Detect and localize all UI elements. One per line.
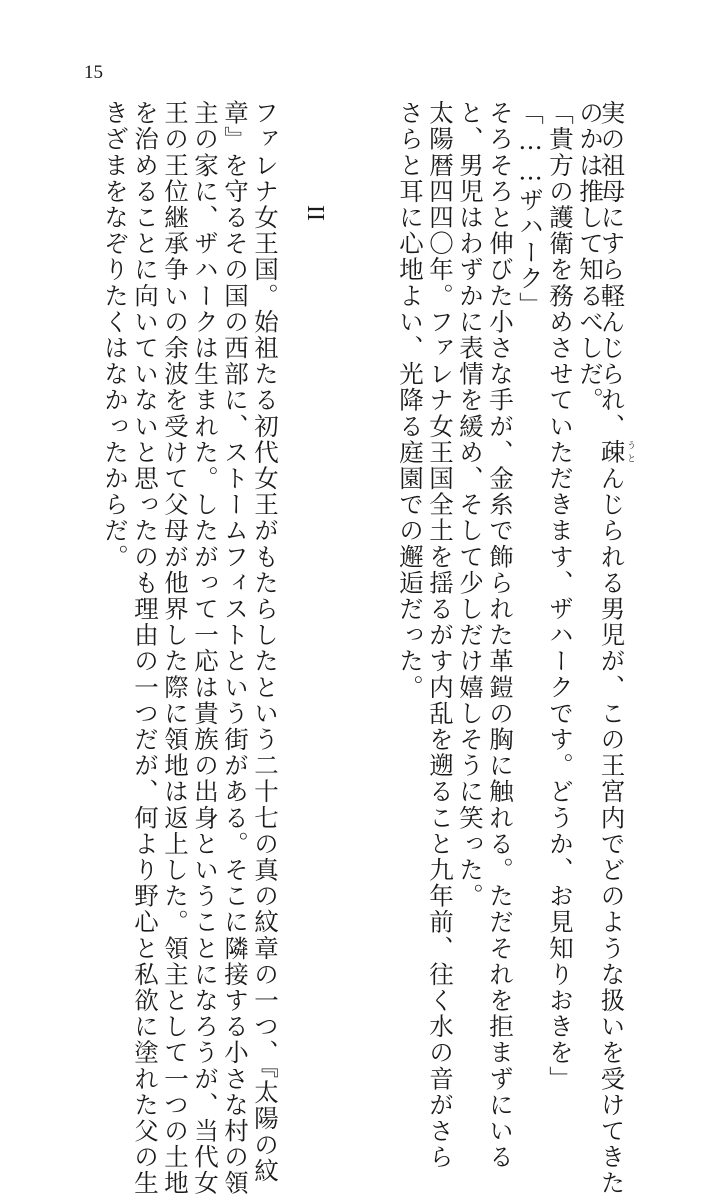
text-line-11: 主の家に、ザハークは生まれた。したがって一応は貴族の出身ということになろうが、当代女 bbox=[191, 100, 220, 1196]
text-line-12: 王の王位継承争いの余波を受けて父母が他界した際に領地は返上した。領主として一つの土地 bbox=[161, 100, 190, 1196]
text-line-10: 章』を守るその国の西部に、ストームフィストという街がある。そこに隣接する小さな村の領 bbox=[221, 100, 250, 1196]
text-line-9: ファレナ女王国。始祖たる初代女王がもたらしたという二十七の真の紋章の一つ、『太陽の紋 bbox=[251, 100, 280, 1184]
text-line-13: を治めることに向いていないと思ったのも理由の一つだが、何より野心と私欲に塗れた父の生 bbox=[131, 100, 160, 1196]
section-heading: II bbox=[302, 205, 328, 221]
text-line-14: きざまをなぞりたくはなかったからだ。 bbox=[101, 100, 130, 570]
text-line-3: 「貴方の護衛を務めさせていただきます、ザハークです。どうか、お見知りおきを」 bbox=[546, 100, 575, 1092]
text-line-8: さらと耳に心地よい、光降る庭園での邂逅だった。 bbox=[396, 100, 425, 701]
page-number: 15 bbox=[84, 62, 103, 83]
text-line-7: 太陽暦四四〇年。ファレナ女王国全土を揺るがす内乱を遡ること九年前、往く水の音がさら bbox=[426, 100, 455, 1171]
text-line-2: のかは推して知るべしだ。 bbox=[576, 100, 605, 414]
text-line-4: 「……ザハーク」 bbox=[516, 100, 545, 318]
text-line-5: そろそろと伸びた小さな手が、金糸で飾られた革鎧の胸に触れる。ただそれを拒まずにいる bbox=[486, 100, 515, 1171]
text-line-1: 実の祖母にすら軽んじられ、疎うとんじられる男児が、この王宮内でどのような扱いを受けてきた bbox=[597, 100, 635, 1196]
text-line-6: と、男児はわずかに表情を緩め、そして少しだけ嬉しそうに笑った。 bbox=[456, 100, 485, 910]
ruby-word: 疎うと bbox=[597, 439, 635, 466]
